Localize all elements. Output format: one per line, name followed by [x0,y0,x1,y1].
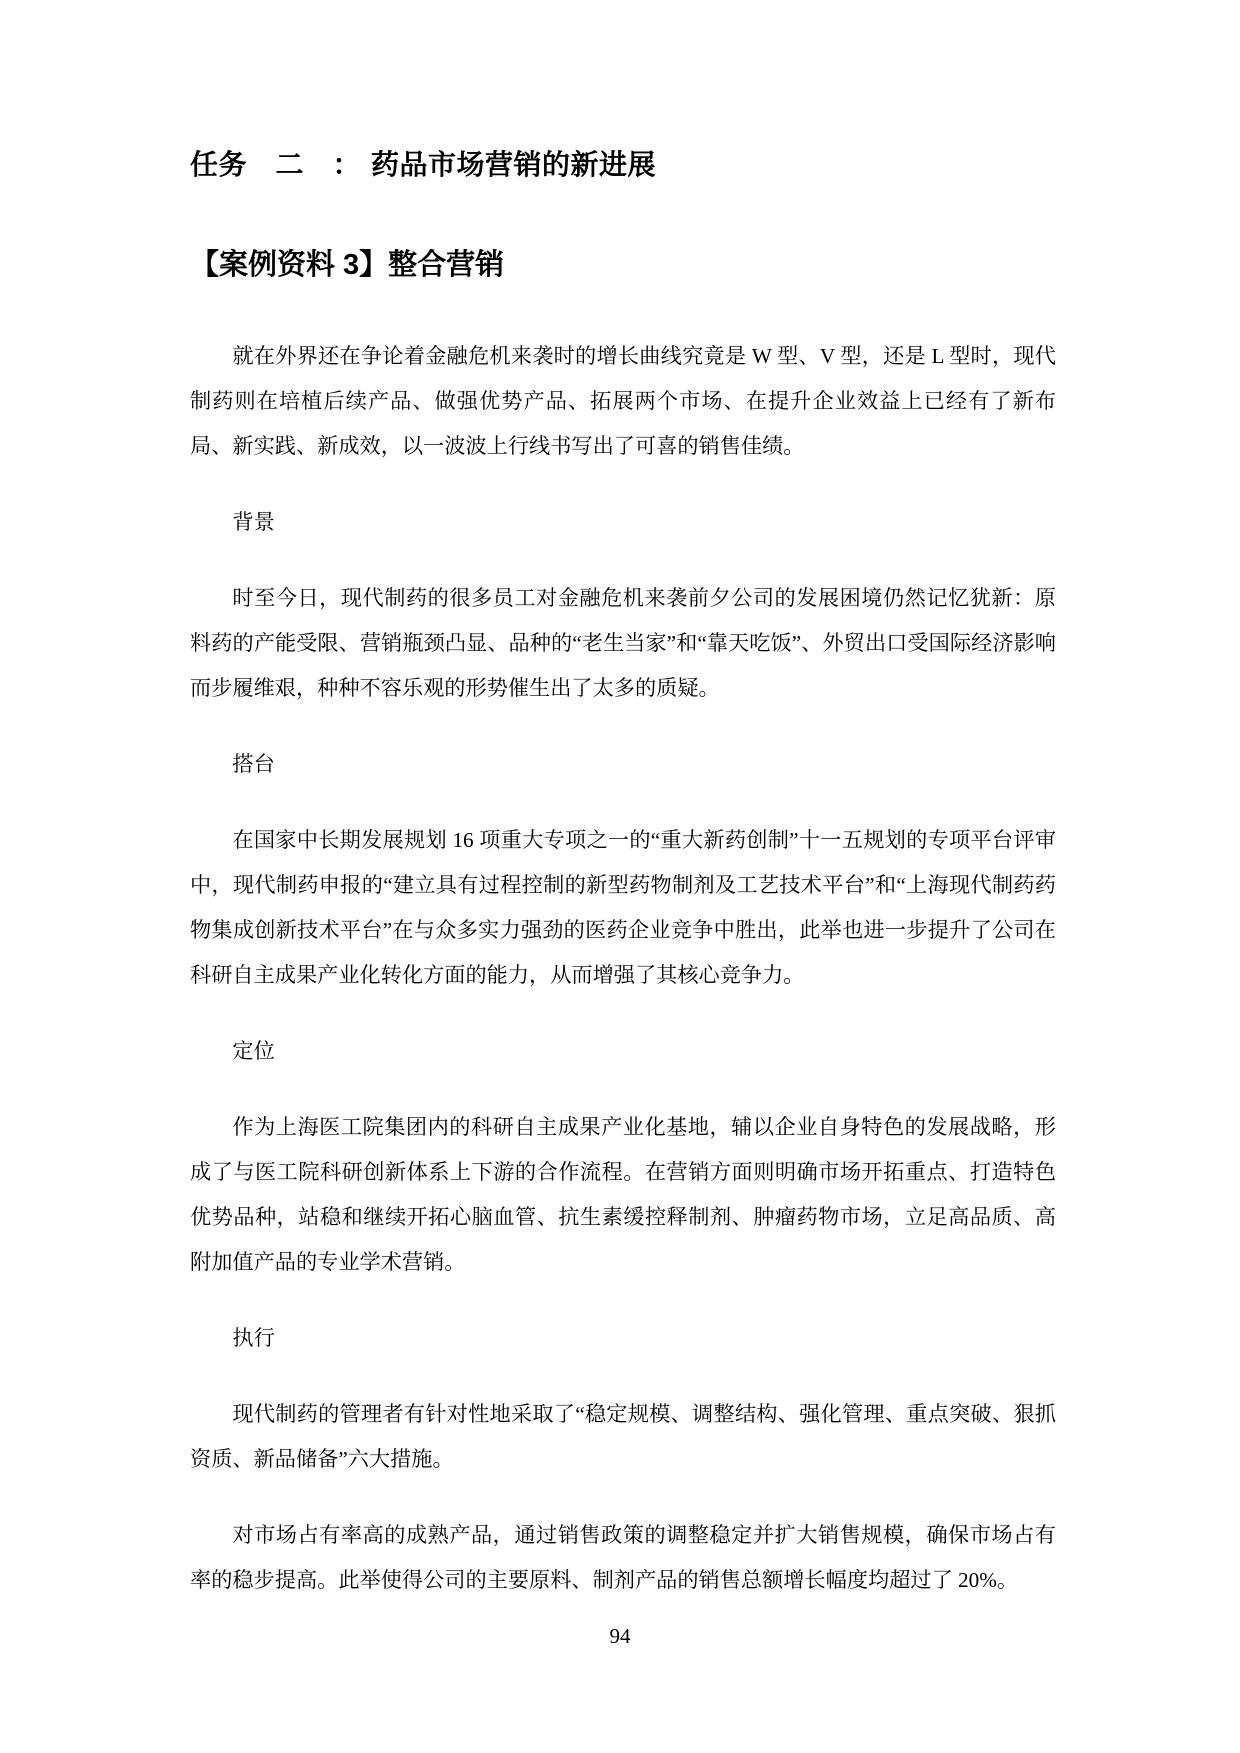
body-paragraph: 对市场占有率高的成熟产品，通过销售政策的调整稳定并扩大销售规模，确保市场占有率的稳步提高。此举使得公司的主要原料、制剂产品的销售总额增长幅度均超过了 20%。 [190,1523,1056,1592]
case-subtitle: 【案例资料 3】整合营销 [190,249,505,281]
body-blocks [190,334,1056,1603]
page-content [190,150,1056,1603]
task-title-label: 任务 二 ： [190,149,362,180]
task-title-text: 药品市场营销的新进展 [371,149,657,180]
section-heading: 执行 [232,1326,275,1350]
body-paragraph: 时至今日，现代制药的很多员工对金融危机来袭前夕公司的发展困境仍然记忆犹新：原料药的产能受限、营销瓶颈凸显、品种的“老生当家”和“靠天吃饭”、外贸出口受国际经济影响而步履维艰，种种不容乐观的形势催生出了太多的质疑。 [190,586,1056,700]
section-heading: 定位 [232,1039,275,1063]
task-title [190,150,1056,180]
body-paragraph: 在国家中长期发展规划 16 项重大专项之一的“重大新药创制”十一五规划的专项平台评审中，现代制药申报的“建立具有过程控制的新型药物制剂及工艺技术平台”和“上海现代制药药物集成创新技术平台”在与众多实力强劲的医药企业竞争中胜出，此举也进一步提升了公司在科研自主成果产业化转化方面的能力，从而增强了其核心竞争力。 [190,828,1056,987]
body-paragraph: 现代制药的管理者有针对性地采取了“稳定规模、调整结构、强化管理、重点突破、狠抓资质、新品储备”六大措施。 [190,1402,1056,1471]
section-heading: 搭台 [232,752,275,776]
page-number: 94 [609,1624,631,1648]
section-heading: 背景 [232,510,275,534]
body-paragraph: 就在外界还在争论着金融危机来袭时的增长曲线究竟是 W 型、V 型，还是 L 型时，现代制药则在培植后续产品、做强优势产品、拓展两个市场、在提升企业效益上已经有了新布局、新实践、新成效，以一波波上行线书写出了可喜的销售佳绩。 [190,344,1056,458]
body-paragraph: 作为上海医工院集团内的科研自主成果产业化基地，辅以企业自身特色的发展战略，形成了与医工院科研创新体系上下游的合作流程。在营销方面则明确市场开拓重点、打造特色优势品种，站稳和继续开拓心脑血管、抗生素缓控释制剂、肿瘤药物市场，立足高品质、高附加值产品的专业学术营销。 [190,1115,1056,1274]
